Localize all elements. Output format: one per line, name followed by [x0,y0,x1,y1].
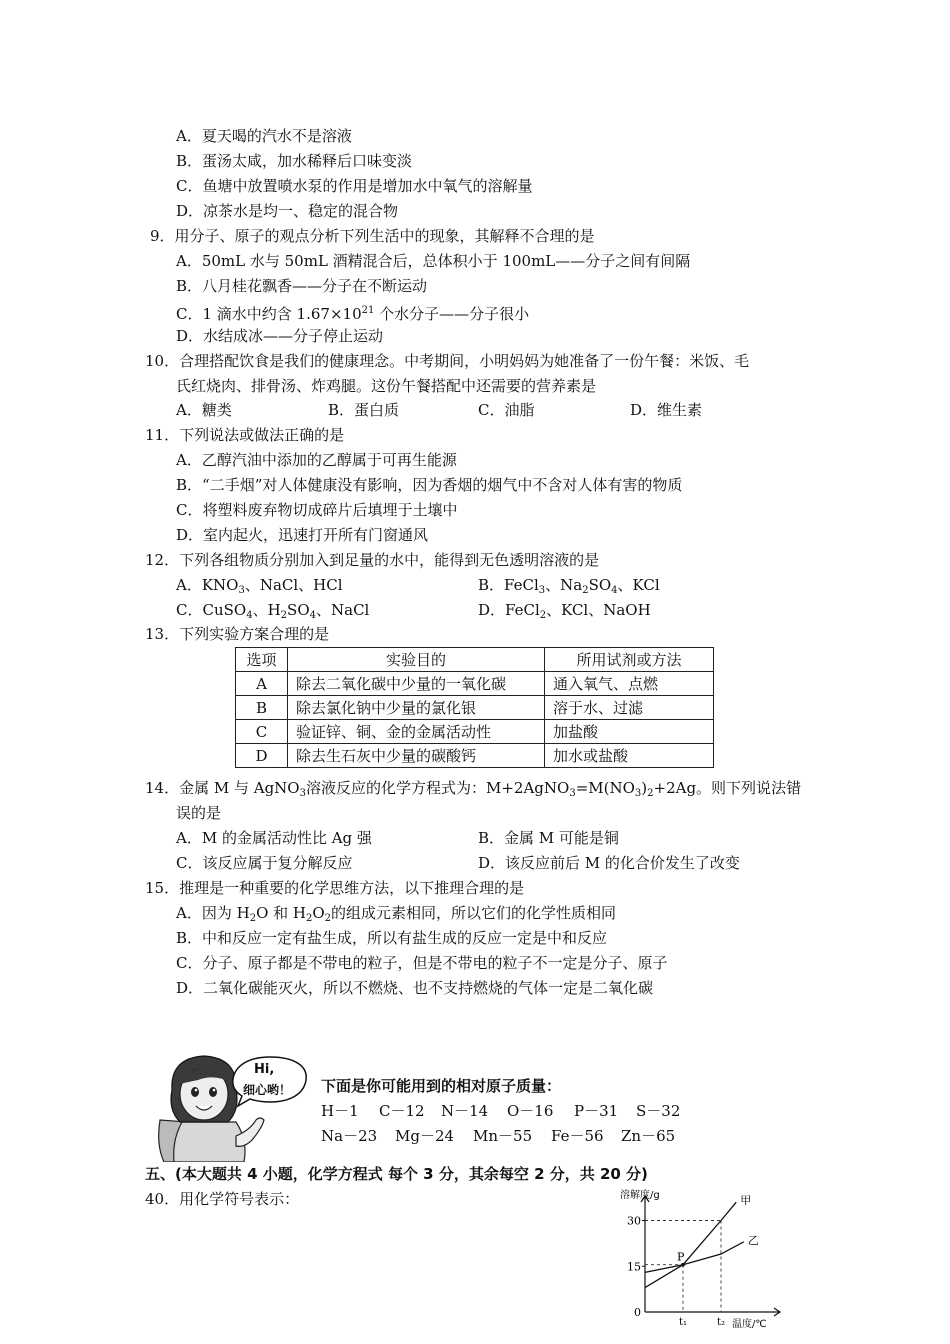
table-cell: A [236,672,288,696]
q14-stem-cont: 误的是 [176,804,222,822]
q40-stem: 40．用化学符号表示： [145,1190,300,1208]
q9-option-c: C．1 滴水中约含 $1.67\times 10^{21}$ 个水分子——分子很小 [176,305,530,323]
q12-option-b: B．FeCl$_3$、$Na_2SO_4$、KCl [478,576,660,596]
atomic-mass-item: N－14 [441,1102,489,1120]
q10-stem-cont: 氏红烧肉、排骨汤、炸鸡腿。这份午餐搭配中还需要的营养素是 [176,377,597,395]
y-axis-label: 溶解度/g [620,1190,660,1201]
q14-option-d: D．该反应前后 M 的化合价发生了改变 [478,854,740,872]
series-label: 甲 [740,1194,752,1208]
table-row [236,744,714,768]
q14-stem: 14．金属 M 与 AgNO$_3$溶液反应的化学方程式为：$M+2AgNO_3=M(NO_3)_2+2Ag$。则下列说法错 [145,779,802,799]
x-tick-label: t₂ [716,1317,726,1328]
table-cell: 除去氯化钠中少量的氯化银 [288,696,545,720]
atomic-mass-item: Na－23 [321,1127,378,1145]
q14-option-a: A．M 的金属活动性比 Ag 强 [176,829,372,847]
q11-option-d: D．室内起火，迅速打开所有门窗通风 [176,526,429,544]
atomic-mass-item: Mg－24 [395,1127,455,1145]
q10-option-d: D．维生素 [630,401,703,419]
q12-option-d: D．FeCl$_2$、KCl、NaOH [478,601,651,621]
table-row [236,696,714,720]
q8-option-d: D．凉茶水是均一、稳定的混合物 [176,202,399,220]
table-cell: 溶于水、过滤 [545,696,714,720]
q11-option-b: B．“二手烟”对人体健康没有影响，因为香烟的烟气中不含对人体有害的物质 [176,476,683,494]
q11-option-c: C．将塑料废弃物切成碎片后填埋于土壤中 [176,501,458,519]
q9-option-d: D．水结成冰——分子停止运动 [176,327,384,345]
atomic-mass-item: S－32 [636,1102,681,1120]
experiment-table [235,647,714,768]
q9-option-b: B．八月桂花飘香——分子在不断运动 [176,277,428,295]
table-cell: 通入氧气、点燃 [545,672,714,696]
q15-option-c: C．分子、原子都是不带电的粒子，但是不带电的粒子不一定是分子、原子 [176,954,668,972]
q10-option-b: B．蛋白质 [328,401,400,419]
atomic-mass-item: H－1 [321,1102,359,1120]
table-row [236,672,714,696]
atomic-mass-item: O－16 [507,1102,554,1120]
q9-option-a: A．50mL 水与 50mL 酒精混合后，总体积小于 100mL——分子之间有间隔 [176,252,691,270]
table-cell: 除去生石灰中少量的碳酸钙 [288,744,545,768]
q12-stem: 12．下列各组物质分别加入到足量的水中，能得到无色透明溶液的是 [145,551,600,569]
q10-option-c: C．油脂 [478,401,535,419]
table-cell: B [236,696,288,720]
table-header: 所用试剂或方法 [545,648,714,672]
speech-bubble-greeting: Hi, [254,1062,275,1077]
q14-option-c: C．该反应属于复分解反应 [176,854,353,872]
x-tick-label: t₁ [678,1317,688,1328]
q15-stem: 15．推理是一种重要的化学思维方法，以下推理合理的是 [145,879,525,897]
atomic-mass-title: 下面是你可能用到的相对原子质量： [321,1077,562,1095]
table-header: 选项 [236,648,288,672]
y-tick-label: 0 [634,1306,641,1319]
q11-stem: 11．下列说法或做法正确的是 [145,426,345,444]
q15-option-d: D．二氧化碳能灭火，所以不燃烧、也不支持燃烧的气体一定是二氧化碳 [176,979,654,997]
atomic-mass-item: Mn－55 [473,1127,533,1145]
speech-bubble-text: 细心哟！ [243,1083,292,1097]
y-tick-label: 15 [627,1260,641,1274]
atomic-mass-item: Zn－65 [621,1127,676,1145]
table-cell: 加盐酸 [545,720,714,744]
q15-option-b: B．中和反应一定有盐生成，所以有盐生成的反应一定是中和反应 [176,929,608,947]
table-cell: D [236,744,288,768]
q11-option-a: A．乙醇汽油中添加的乙醇属于可再生能源 [176,451,457,469]
q9-stem: 9．用分子、原子的观点分析下列生活中的现象，其解释不合理的是 [150,227,595,245]
x-axis-label: 温度/℃ [732,1319,767,1328]
table-cell: C [236,720,288,744]
table-header: 实验目的 [288,648,545,672]
atomic-mass-item: Fe－56 [551,1127,604,1145]
intersection-label: P [677,1250,685,1264]
table-row [236,720,714,744]
q8-option-a: A．夏天喝的汽水不是溶液 [176,127,352,145]
table-header-row [236,648,714,672]
y-tick-label: 30 [627,1214,641,1228]
q8-option-c: C．鱼塘中放置喷水泵的作用是增加水中氧气的溶解量 [176,177,533,195]
series-label: 乙 [747,1233,759,1247]
q12-option-a: A．$KNO_3$、NaCl、HCl [176,576,343,596]
solubility-chart [610,1184,790,1328]
q15-option-a: A．因为 $H_2O$ 和 $H_2O_2$的组成元素相同，所以它们的化学性质相同 [176,904,617,924]
q13-stem: 13．下列实验方案合理的是 [145,625,330,643]
q8-option-b: B．蛋汤太咸，加水稀释后口味变淡 [176,152,413,170]
atomic-mass-item: P－31 [574,1102,619,1120]
q10-option-a: A．糖类 [176,401,232,419]
table-cell: 验证锌、铜、金的金属活动性 [288,720,545,744]
q10-stem: 10．合理搭配饮食是我们的健康理念。中考期间，小明妈妈为她准备了一份午餐：米饭、毛 [145,352,750,370]
q12-option-c: C．CuSO$_4$、$H_2SO_4$、NaCl [176,601,370,621]
atomic-mass-item: C－12 [379,1102,425,1120]
section-five-title: 五、(本大题共 4 小题，化学方程式 每个 3 分，其余每空 2 分，共 20 分) [145,1165,648,1183]
table-cell: 除去二氧化碳中少量的一氧化碳 [288,672,545,696]
series-line [645,1202,736,1287]
table-cell: 加水或盐酸 [545,744,714,768]
q14-option-b: B．金属 M 可能是铜 [478,829,619,847]
series-line [645,1242,744,1273]
